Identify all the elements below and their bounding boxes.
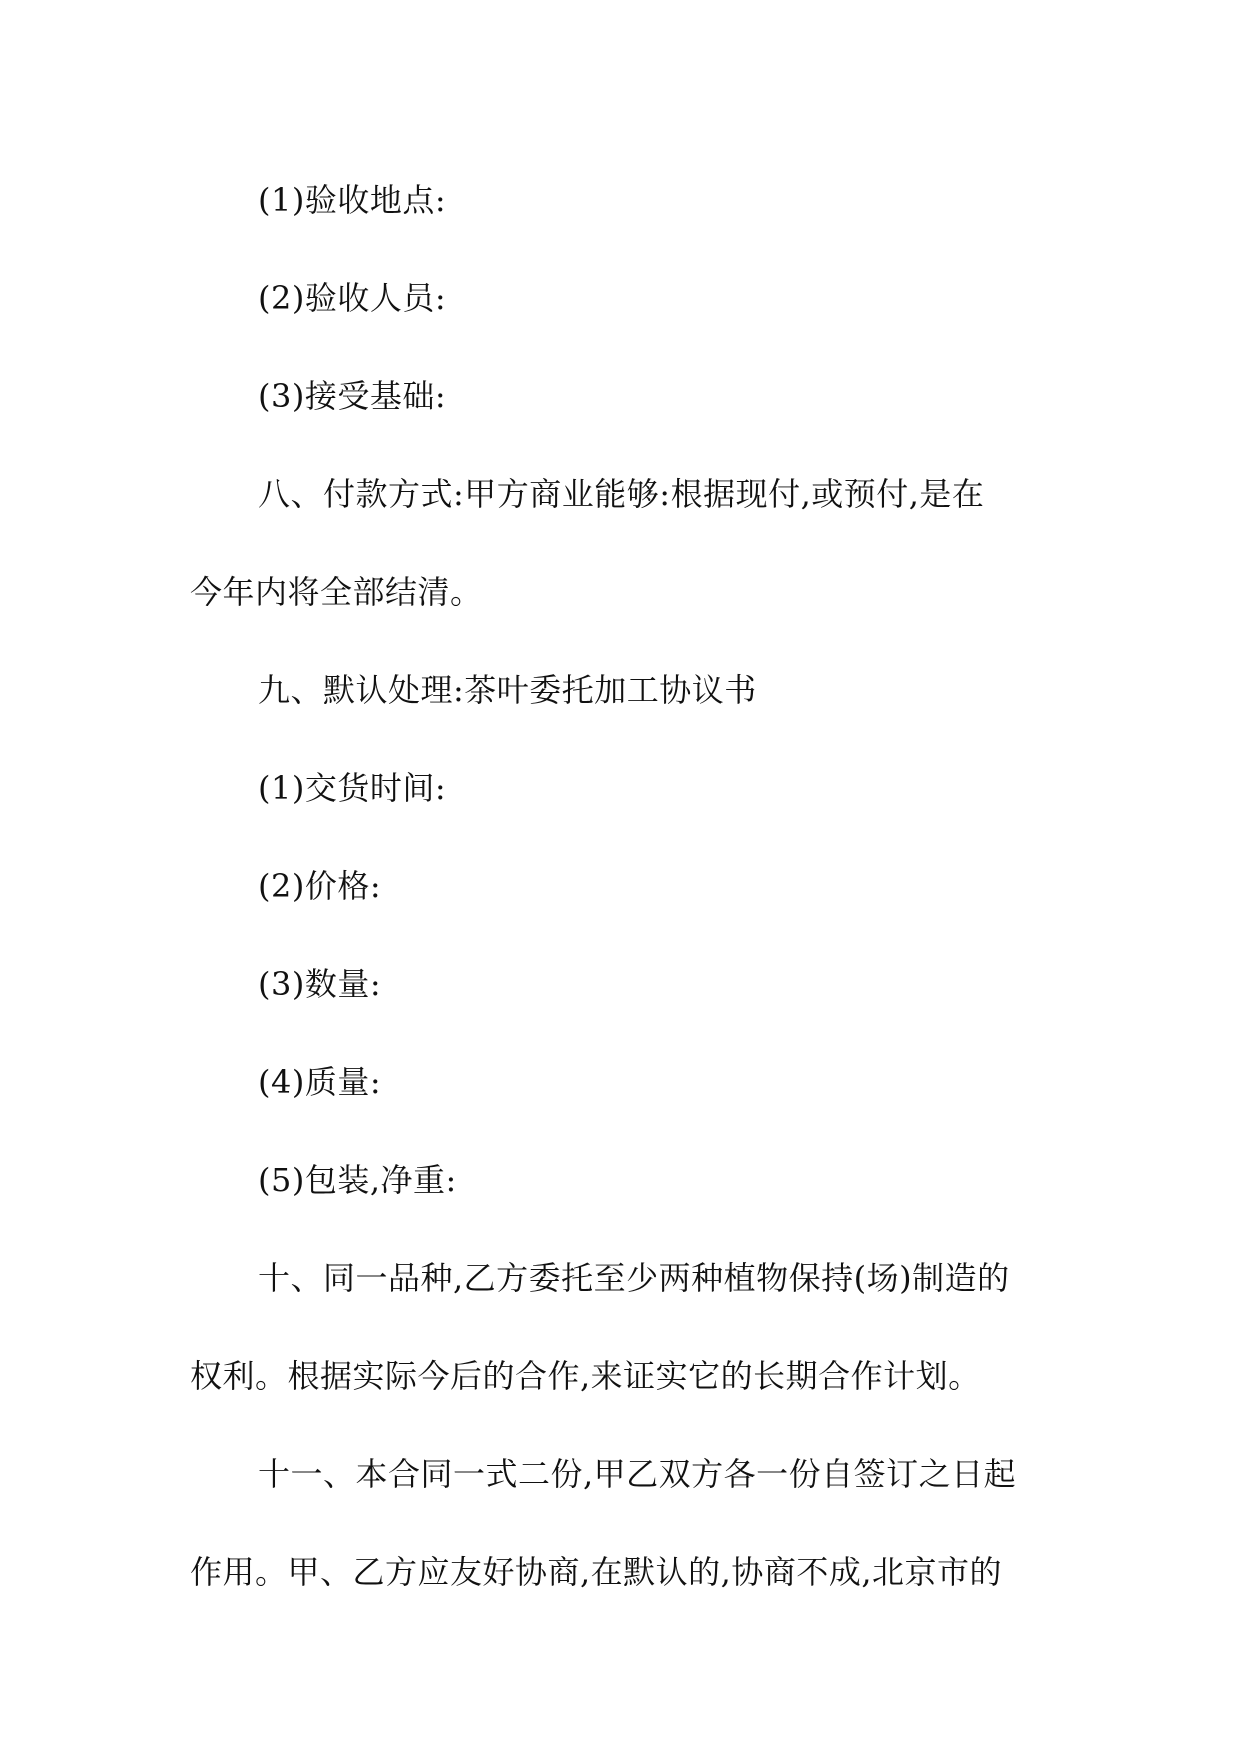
section-9-default-line: 九、默认处理:茶叶委托加工协议书 [258, 671, 757, 709]
section-8-continuation: 今年内将全部结清。 [190, 573, 483, 611]
price-line: (2)价格: [258, 867, 382, 905]
packaging-weight-line: (5)包装,净重: [258, 1161, 457, 1199]
section-11-continuation: 作用。甲、乙方应友好协商,在默认的,协商不成,北京市的 [190, 1553, 1003, 1591]
acceptance-basis-line: (3)接受基础: [258, 377, 447, 415]
quantity-line: (3)数量: [258, 965, 382, 1003]
section-10-continuation: 权利。根据实际今后的合作,来证实它的长期合作计划。 [190, 1357, 981, 1395]
delivery-time-line: (1)交货时间: [258, 769, 447, 807]
section-11-line: 十一、本合同一式二份,甲乙双方各一份自签订之日起 [258, 1455, 1017, 1493]
section-10-line: 十、同一品种,乙方委托至少两种植物保持(场)制造的 [258, 1259, 1010, 1297]
quality-line: (4)质量: [258, 1063, 382, 1101]
section-8-payment-line: 八、付款方式:甲方商业能够:根据现付,或预付,是在 [258, 475, 985, 513]
acceptance-location-line: (1)验收地点: [258, 181, 447, 219]
acceptance-personnel-line: (2)验收人员: [258, 279, 447, 317]
